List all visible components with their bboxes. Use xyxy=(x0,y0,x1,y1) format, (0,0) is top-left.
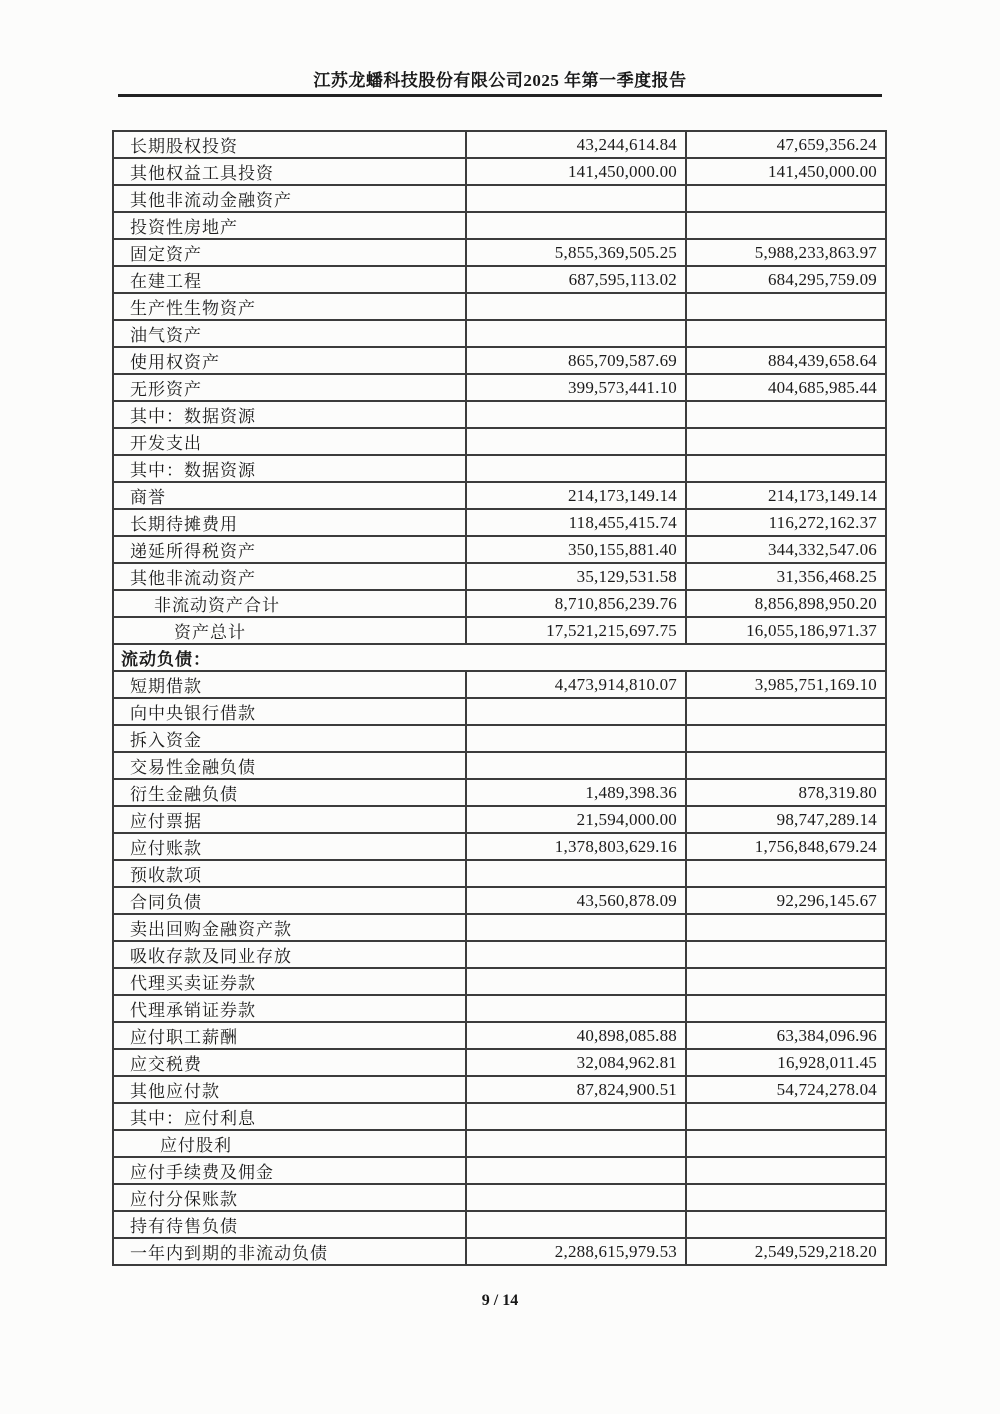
current-amount-cell xyxy=(466,1211,686,1238)
row-label-cell: 合同负债 xyxy=(113,887,466,914)
previous-amount-cell: 16,055,186,971.37 xyxy=(686,617,886,644)
table-row xyxy=(113,347,886,374)
current-amount-cell: 17,521,215,697.75 xyxy=(466,617,686,644)
current-amount-cell: 40,898,085.88 xyxy=(466,1022,686,1049)
row-label-cell: 生产性生物资产 xyxy=(113,293,466,320)
table-row xyxy=(113,644,886,671)
table-row xyxy=(113,1076,886,1103)
table-row xyxy=(113,725,886,752)
table-row xyxy=(113,131,886,158)
current-amount-cell: 32,084,962.81 xyxy=(466,1049,686,1076)
previous-amount-cell: 344,332,547.06 xyxy=(686,536,886,563)
previous-amount-cell xyxy=(686,1211,886,1238)
previous-amount-cell: 3,985,751,169.10 xyxy=(686,671,886,698)
previous-amount-cell xyxy=(686,1157,886,1184)
previous-amount-cell xyxy=(686,1103,886,1130)
table-row xyxy=(113,536,886,563)
current-amount-cell xyxy=(466,320,686,347)
table-row xyxy=(113,1103,886,1130)
table-row xyxy=(113,482,886,509)
table-row xyxy=(113,509,886,536)
row-label-cell: 商誉 xyxy=(113,482,466,509)
previous-amount-cell xyxy=(686,995,886,1022)
previous-amount-cell xyxy=(686,428,886,455)
row-label-cell: 应交税费 xyxy=(113,1049,466,1076)
previous-amount-cell xyxy=(686,860,886,887)
current-amount-cell xyxy=(466,725,686,752)
row-label-cell: 非流动资产合计 xyxy=(113,590,466,617)
current-amount-cell: 35,129,531.58 xyxy=(466,563,686,590)
previous-amount-cell xyxy=(686,455,886,482)
balance-sheet-table xyxy=(112,130,887,1266)
table-row xyxy=(113,1022,886,1049)
row-label-cell: 预收款项 xyxy=(113,860,466,887)
row-label-cell: 其他权益工具投资 xyxy=(113,158,466,185)
previous-amount-cell xyxy=(686,941,886,968)
table-row xyxy=(113,617,886,644)
current-amount-cell: 21,594,000.00 xyxy=(466,806,686,833)
row-label-cell: 短期借款 xyxy=(113,671,466,698)
previous-amount-cell xyxy=(686,320,886,347)
table-row xyxy=(113,941,886,968)
table-row xyxy=(113,158,886,185)
table-row xyxy=(113,1211,886,1238)
current-amount-cell xyxy=(466,995,686,1022)
table-row xyxy=(113,1130,886,1157)
row-label-cell: 流动负债： xyxy=(113,644,886,671)
table-row xyxy=(113,455,886,482)
row-label-cell: 应付手续费及佣金 xyxy=(113,1157,466,1184)
current-amount-cell: 5,855,369,505.25 xyxy=(466,239,686,266)
current-amount-cell xyxy=(466,860,686,887)
page-number: 9 / 14 xyxy=(481,1292,519,1309)
previous-amount-cell: 47,659,356.24 xyxy=(686,131,886,158)
table-row xyxy=(113,671,886,698)
row-label-cell: 在建工程 xyxy=(113,266,466,293)
row-label-cell: 应付分保账款 xyxy=(113,1184,466,1211)
row-label-cell: 油气资产 xyxy=(113,320,466,347)
table-row xyxy=(113,401,886,428)
table-row xyxy=(113,860,886,887)
previous-amount-cell xyxy=(686,698,886,725)
table-row xyxy=(113,995,886,1022)
row-label-cell: 长期待摊费用 xyxy=(113,509,466,536)
current-amount-cell: 43,560,878.09 xyxy=(466,887,686,914)
row-label-cell: 持有待售负债 xyxy=(113,1211,466,1238)
previous-amount-cell: 92,296,145.67 xyxy=(686,887,886,914)
table-row xyxy=(113,914,886,941)
row-label-cell: 资产总计 xyxy=(113,617,466,644)
row-label-cell: 无形资产 xyxy=(113,374,466,401)
row-label-cell: 长期股权投资 xyxy=(113,131,466,158)
current-amount-cell: 350,155,881.40 xyxy=(466,536,686,563)
table-row xyxy=(113,698,886,725)
current-amount-cell: 214,173,149.14 xyxy=(466,482,686,509)
table-row xyxy=(113,806,886,833)
current-amount-cell xyxy=(466,1184,686,1211)
previous-amount-cell: 684,295,759.09 xyxy=(686,266,886,293)
row-label-cell: 代理承销证券款 xyxy=(113,995,466,1022)
current-amount-cell: 8,710,856,239.76 xyxy=(466,590,686,617)
previous-amount-cell: 884,439,658.64 xyxy=(686,347,886,374)
table-row xyxy=(113,968,886,995)
row-label-cell: 递延所得税资产 xyxy=(113,536,466,563)
current-amount-cell xyxy=(466,1157,686,1184)
row-label-cell: 向中央银行借款 xyxy=(113,698,466,725)
previous-amount-cell: 878,319.80 xyxy=(686,779,886,806)
row-label-cell: 一年内到期的非流动负债 xyxy=(113,1238,466,1265)
row-label-cell: 卖出回购金融资产款 xyxy=(113,914,466,941)
previous-amount-cell xyxy=(686,185,886,212)
table-row xyxy=(113,320,886,347)
current-amount-cell xyxy=(466,968,686,995)
row-label-cell: 应付股利 xyxy=(113,1130,466,1157)
table-row xyxy=(113,590,886,617)
table-row xyxy=(113,239,886,266)
header-rule xyxy=(118,94,882,97)
current-amount-cell: 687,595,113.02 xyxy=(466,266,686,293)
previous-amount-cell: 116,272,162.37 xyxy=(686,509,886,536)
previous-amount-cell: 214,173,149.14 xyxy=(686,482,886,509)
table-row xyxy=(113,266,886,293)
previous-amount-cell xyxy=(686,293,886,320)
previous-amount-cell: 141,450,000.00 xyxy=(686,158,886,185)
previous-amount-cell xyxy=(686,1184,886,1211)
row-label-cell: 应付票据 xyxy=(113,806,466,833)
previous-amount-cell: 5,988,233,863.97 xyxy=(686,239,886,266)
current-amount-cell xyxy=(466,698,686,725)
row-label-cell: 应付职工薪酬 xyxy=(113,1022,466,1049)
previous-amount-cell: 8,856,898,950.20 xyxy=(686,590,886,617)
table-row xyxy=(113,1238,886,1265)
current-amount-cell xyxy=(466,1103,686,1130)
current-amount-cell: 141,450,000.00 xyxy=(466,158,686,185)
current-amount-cell xyxy=(466,941,686,968)
row-label-cell: 其中：数据资源 xyxy=(113,455,466,482)
table-row xyxy=(113,212,886,239)
row-label-cell: 代理买卖证券款 xyxy=(113,968,466,995)
table-row xyxy=(113,833,886,860)
report-header-title: 江苏龙蟠科技股份有限公司2025 年第一季度报告 xyxy=(313,71,687,90)
table-row xyxy=(113,1157,886,1184)
table-row xyxy=(113,1049,886,1076)
row-label-cell: 交易性金融负债 xyxy=(113,752,466,779)
current-amount-cell: 2,288,615,979.53 xyxy=(466,1238,686,1265)
current-amount-cell: 118,455,415.74 xyxy=(466,509,686,536)
table-row xyxy=(113,1184,886,1211)
current-amount-cell: 1,489,398.36 xyxy=(466,779,686,806)
row-label-cell: 其中：数据资源 xyxy=(113,401,466,428)
current-amount-cell xyxy=(466,1130,686,1157)
previous-amount-cell xyxy=(686,1130,886,1157)
row-label-cell: 其他非流动金融资产 xyxy=(113,185,466,212)
previous-amount-cell xyxy=(686,212,886,239)
current-amount-cell: 4,473,914,810.07 xyxy=(466,671,686,698)
current-amount-cell: 399,573,441.10 xyxy=(466,374,686,401)
current-amount-cell: 43,244,614.84 xyxy=(466,131,686,158)
table-row xyxy=(113,185,886,212)
current-amount-cell xyxy=(466,455,686,482)
row-label-cell: 开发支出 xyxy=(113,428,466,455)
current-amount-cell xyxy=(466,212,686,239)
previous-amount-cell: 98,747,289.14 xyxy=(686,806,886,833)
previous-amount-cell: 1,756,848,679.24 xyxy=(686,833,886,860)
table-row xyxy=(113,887,886,914)
previous-amount-cell xyxy=(686,401,886,428)
table-row xyxy=(113,293,886,320)
previous-amount-cell xyxy=(686,968,886,995)
current-amount-cell: 87,824,900.51 xyxy=(466,1076,686,1103)
row-label-cell: 投资性房地产 xyxy=(113,212,466,239)
row-label-cell: 其他应付款 xyxy=(113,1076,466,1103)
row-label-cell: 拆入资金 xyxy=(113,725,466,752)
current-amount-cell: 1,378,803,629.16 xyxy=(466,833,686,860)
previous-amount-cell xyxy=(686,752,886,779)
current-amount-cell xyxy=(466,752,686,779)
table-row xyxy=(113,752,886,779)
previous-amount-cell xyxy=(686,914,886,941)
row-label-cell: 应付账款 xyxy=(113,833,466,860)
current-amount-cell xyxy=(466,185,686,212)
table-row xyxy=(113,428,886,455)
previous-amount-cell: 16,928,011.45 xyxy=(686,1049,886,1076)
row-label-cell: 其中：应付利息 xyxy=(113,1103,466,1130)
row-label-cell: 使用权资产 xyxy=(113,347,466,374)
row-label-cell: 其他非流动资产 xyxy=(113,563,466,590)
current-amount-cell: 865,709,587.69 xyxy=(466,347,686,374)
row-label-cell: 固定资产 xyxy=(113,239,466,266)
current-amount-cell xyxy=(466,293,686,320)
row-label-cell: 衍生金融负债 xyxy=(113,779,466,806)
previous-amount-cell: 54,724,278.04 xyxy=(686,1076,886,1103)
current-amount-cell xyxy=(466,914,686,941)
previous-amount-cell xyxy=(686,725,886,752)
table-row xyxy=(113,563,886,590)
current-amount-cell xyxy=(466,428,686,455)
previous-amount-cell: 31,356,468.25 xyxy=(686,563,886,590)
current-amount-cell xyxy=(466,401,686,428)
row-label-cell: 吸收存款及同业存放 xyxy=(113,941,466,968)
table-row xyxy=(113,779,886,806)
previous-amount-cell: 2,549,529,218.20 xyxy=(686,1238,886,1265)
previous-amount-cell: 63,384,096.96 xyxy=(686,1022,886,1049)
table-row xyxy=(113,374,886,401)
previous-amount-cell: 404,685,985.44 xyxy=(686,374,886,401)
